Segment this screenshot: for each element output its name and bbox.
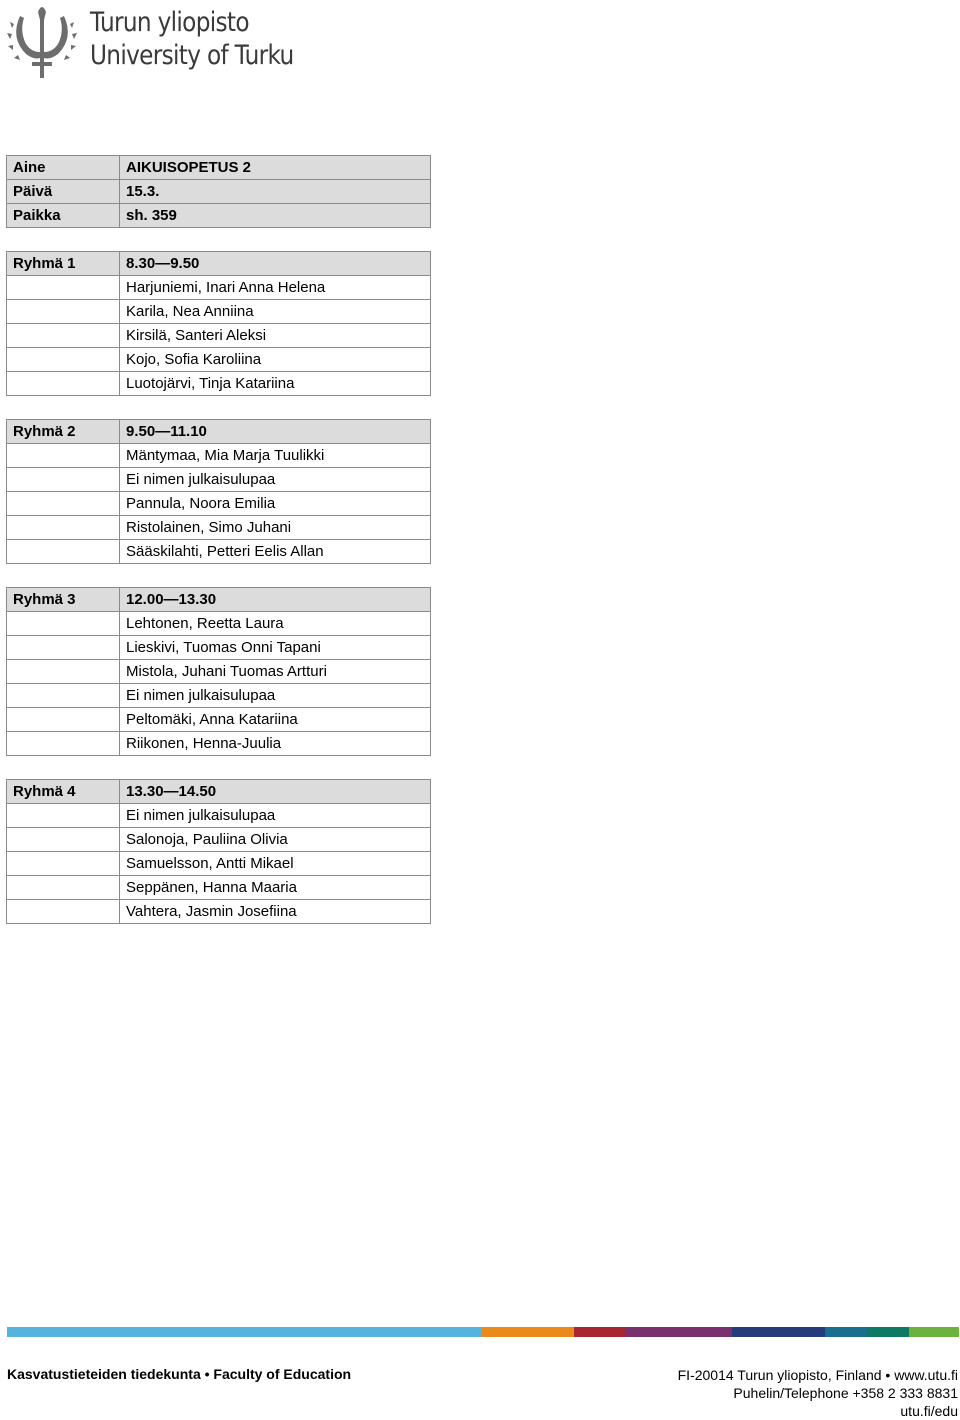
group-label: Ryhmä 1: [7, 252, 120, 276]
phone-line: Puhelin/Telephone +358 2 333 8831: [733, 1385, 958, 1401]
student-name: Kojo, Sofia Karoliina: [120, 348, 431, 372]
student-name: Ei nimen julkaisulupaa: [120, 684, 431, 708]
logo-text-finnish: Turun yliopisto: [90, 7, 249, 38]
student-name: Mistola, Juhani Tuomas Artturi: [120, 660, 431, 684]
color-segment: [867, 1327, 909, 1337]
group-header-row: [7, 588, 431, 612]
group-time: 13.30—14.50: [120, 780, 431, 804]
table-row: [7, 828, 431, 852]
color-segment: [482, 1327, 574, 1337]
table-row: [7, 804, 431, 828]
student-name: Riikonen, Henna-Juulia: [120, 732, 431, 756]
table-row: [7, 444, 431, 468]
group-3-table: [6, 587, 431, 756]
group-header-row: [7, 420, 431, 444]
info-label: Paikka: [7, 204, 120, 228]
table-row: [7, 492, 431, 516]
group-4-table: [6, 779, 431, 924]
table-row: [7, 636, 431, 660]
info-value: sh. 359: [120, 204, 431, 228]
student-name: Seppänen, Hanna Maaria: [120, 876, 431, 900]
group-time: 9.50—11.10: [120, 420, 431, 444]
student-name: Karila, Nea Anniina: [120, 300, 431, 324]
table-row: [7, 348, 431, 372]
student-name: Ei nimen julkaisulupaa: [120, 804, 431, 828]
address-line: FI-20014 Turun yliopisto, Finland • www.utu.fi: [677, 1367, 958, 1383]
color-segment: [7, 1327, 482, 1337]
table-row: [7, 372, 431, 396]
group-label: Ryhmä 3: [7, 588, 120, 612]
table-row: [7, 876, 431, 900]
table-row: [7, 900, 431, 924]
student-name: Peltomäki, Anna Katariina: [120, 708, 431, 732]
web-line: utu.fi/edu: [900, 1403, 958, 1419]
student-name: Samuelsson, Antti Mikael: [120, 852, 431, 876]
student-name: Lieskivi, Tuomas Onni Tapani: [120, 636, 431, 660]
student-name: Mäntymaa, Mia Marja Tuulikki: [120, 444, 431, 468]
contact-info: [678, 1366, 958, 1420]
student-name: Vahtera, Jasmin Josefiina: [120, 900, 431, 924]
group-time: 12.00—13.30: [120, 588, 431, 612]
group-header-row: [7, 252, 431, 276]
group-header-row: [7, 780, 431, 804]
table-row: [7, 468, 431, 492]
student-name: Salonoja, Pauliina Olivia: [120, 828, 431, 852]
info-row: [7, 204, 431, 228]
color-segment: [909, 1327, 959, 1337]
group-1-table: [6, 251, 431, 396]
info-row: [7, 180, 431, 204]
table-row: [7, 732, 431, 756]
table-row: [7, 708, 431, 732]
table-row: [7, 540, 431, 564]
footer-color-bar: [7, 1327, 959, 1337]
student-name: Ei nimen julkaisulupaa: [120, 468, 431, 492]
info-value: 15.3.: [120, 180, 431, 204]
table-row: [7, 324, 431, 348]
info-value: AIKUISOPETUS 2: [120, 156, 431, 180]
group-time: 8.30—9.50: [120, 252, 431, 276]
color-segment: [574, 1327, 625, 1337]
group-2-table: [6, 419, 431, 564]
faculty-name: Kasvatustieteiden tiedekunta • Faculty of Education: [7, 1366, 352, 1382]
info-label: Aine: [7, 156, 120, 180]
group-label: Ryhmä 4: [7, 780, 120, 804]
info-label: Päivä: [7, 180, 120, 204]
group-label: Ryhmä 2: [7, 420, 120, 444]
table-row: [7, 684, 431, 708]
logo-text-english: University of Turku: [90, 40, 294, 71]
torch-emblem-icon: [6, 2, 78, 80]
table-row: [7, 612, 431, 636]
course-info-table: [6, 155, 431, 228]
table-row: [7, 660, 431, 684]
student-name: Kirsilä, Santeri Aleksi: [120, 324, 431, 348]
student-name: Harjuniemi, Inari Anna Helena: [120, 276, 431, 300]
university-logo: [6, 2, 294, 80]
info-row: [7, 156, 431, 180]
color-segment: [732, 1327, 825, 1337]
student-name: Pannula, Noora Emilia: [120, 492, 431, 516]
student-name: Ristolainen, Simo Juhani: [120, 516, 431, 540]
table-row: [7, 300, 431, 324]
table-row: [7, 276, 431, 300]
table-row: [7, 852, 431, 876]
color-segment: [825, 1327, 867, 1337]
student-name: Sääskilahti, Petteri Eelis Allan: [120, 540, 431, 564]
student-name: Luotojärvi, Tinja Katariina: [120, 372, 431, 396]
table-row: [7, 516, 431, 540]
color-segment: [625, 1327, 732, 1337]
student-name: Lehtonen, Reetta Laura: [120, 612, 431, 636]
